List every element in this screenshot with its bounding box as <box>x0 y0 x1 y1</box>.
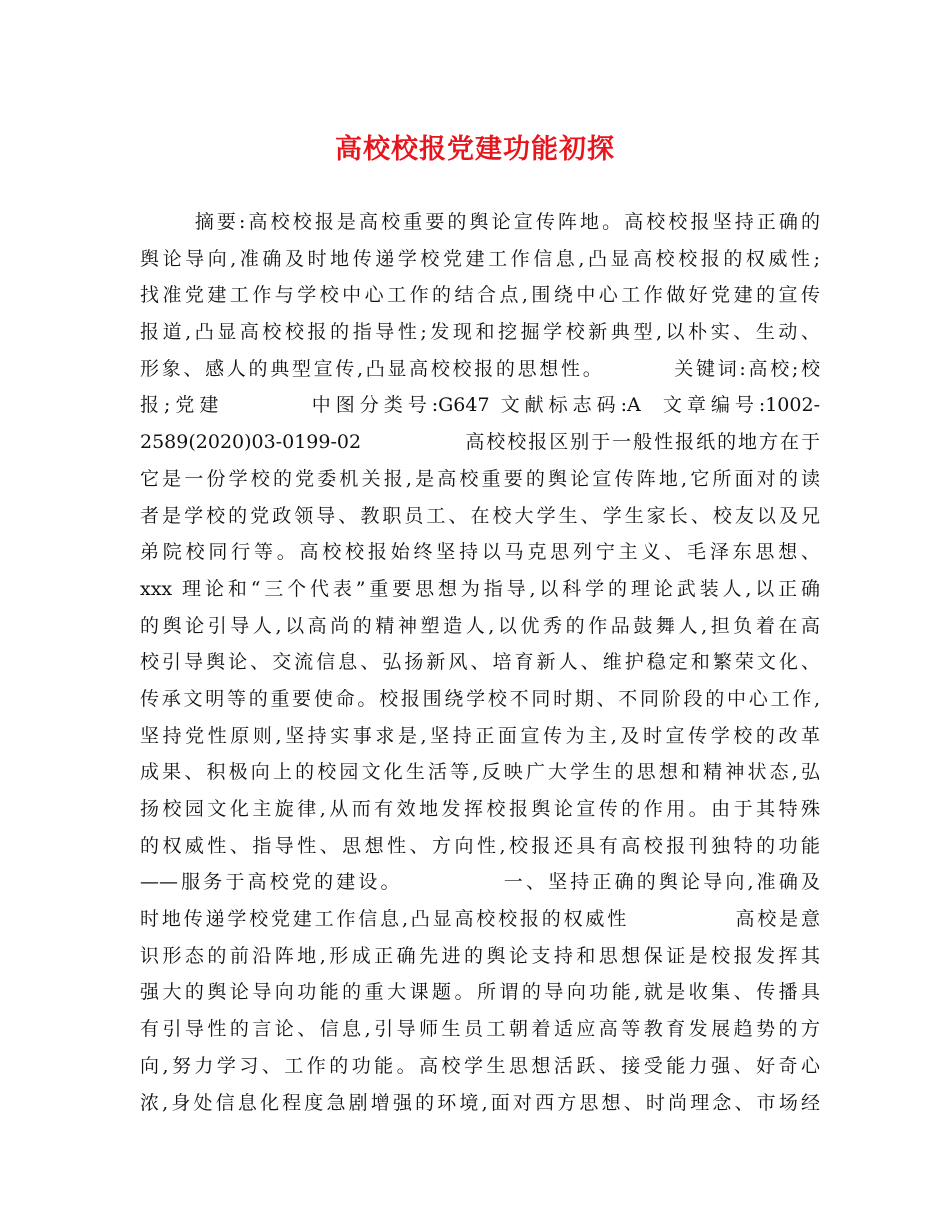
body-text-line: 识形态的前沿阵地,形成正确先进的舆论支持和思想保证是校报发挥其 <box>140 944 820 967</box>
body-text-line: 时地传递学校党建工作信息,凸显高校校报的权威性 高校是意 <box>140 908 820 931</box>
document-body <box>140 204 820 1121</box>
body-text-line: 找准党建工作与学校中心工作的结合点,围绕中心工作做好党建的宣传 <box>140 284 820 307</box>
body-text-line: 摘要:高校校报是高校重要的舆论宣传阵地。高校校报坚持正确的 <box>140 211 820 233</box>
body-text-line: 向,努力学习、工作的功能。高校学生思想活跃、接受能力强、好奇心 <box>140 1054 820 1077</box>
body-text-line: 形象、感人的典型宣传,凸显高校校报的思想性。 关键词:高校;校 <box>140 357 820 380</box>
body-text-line: 传承文明等的重要使命。校报围绕学校不同时期、不同阶段的中心工作, <box>140 687 820 710</box>
body-text-line: 者是学校的党政领导、教职员工、在校大学生、学生家长、校友以及兄 <box>140 504 820 527</box>
body-text-line: 坚持党性原则,坚持实事求是,坚持正面宣传为主,及时宣传学校的改革 <box>140 724 820 747</box>
body-text-line: 2589(2020)03-0199-02 高校校报区别于一般性报纸的地方在于 <box>140 431 820 454</box>
body-text-line: 的权威性、指导性、思想性、方向性,校报还具有高校报刊独特的功能 <box>140 834 820 857</box>
body-text-line: 强大的舆论导向功能的重大课题。所谓的导向功能,就是收集、传播具 <box>140 981 820 1004</box>
body-text-line: 有引导性的言论、信息,引导师生员工朝着适应高等教育发展趋势的方 <box>140 1018 820 1041</box>
document-title: 高校校报党建功能初探 <box>335 134 615 165</box>
body-text-line: 报道,凸显高校校报的指导性;发现和挖掘学校新典型,以朴实、生动、 <box>140 321 820 344</box>
body-text-line: 的舆论引导人,以高尚的精神塑造人,以优秀的作品鼓舞人,担负着在高 <box>140 614 820 637</box>
body-text-line: 成果、积极向上的校园文化生活等,反映广大学生的思想和精神状态,弘 <box>140 761 820 784</box>
body-text-line: 它是一份学校的党委机关报,是高校重要的舆论宣传阵地,它所面对的读 <box>140 467 820 490</box>
body-text-line: 校引导舆论、交流信息、弘扬新风、培育新人、维护稳定和繁荣文化、 <box>140 651 820 674</box>
body-text-line: 浓,身处信息化程度急剧增强的环境,面对西方思想、时尚理念、市场经 <box>140 1091 820 1114</box>
body-text-line: xxx 理论和“三个代表”重要思想为指导,以科学的理论武装人,以正确 <box>140 577 820 600</box>
body-text-line: 弟院校同行等。高校校报始终坚持以马克思列宁主义、毛泽东思想、 <box>140 541 820 564</box>
body-text-line: 舆论导向,准确及时地传递学校党建工作信息,凸显高校校报的权威性; <box>140 247 820 270</box>
body-text-line: 报;党建 中图分类号:G647 文献标志码:A 文章编号:1002- <box>140 394 820 417</box>
body-text-line: 扬校园文化主旋律,从而有效地发挥校报舆论宣传的作用。由于其特殊 <box>140 798 820 820</box>
body-text-line: ——服务于高校党的建设。 一、坚持正确的舆论导向,准确及 <box>140 871 820 894</box>
